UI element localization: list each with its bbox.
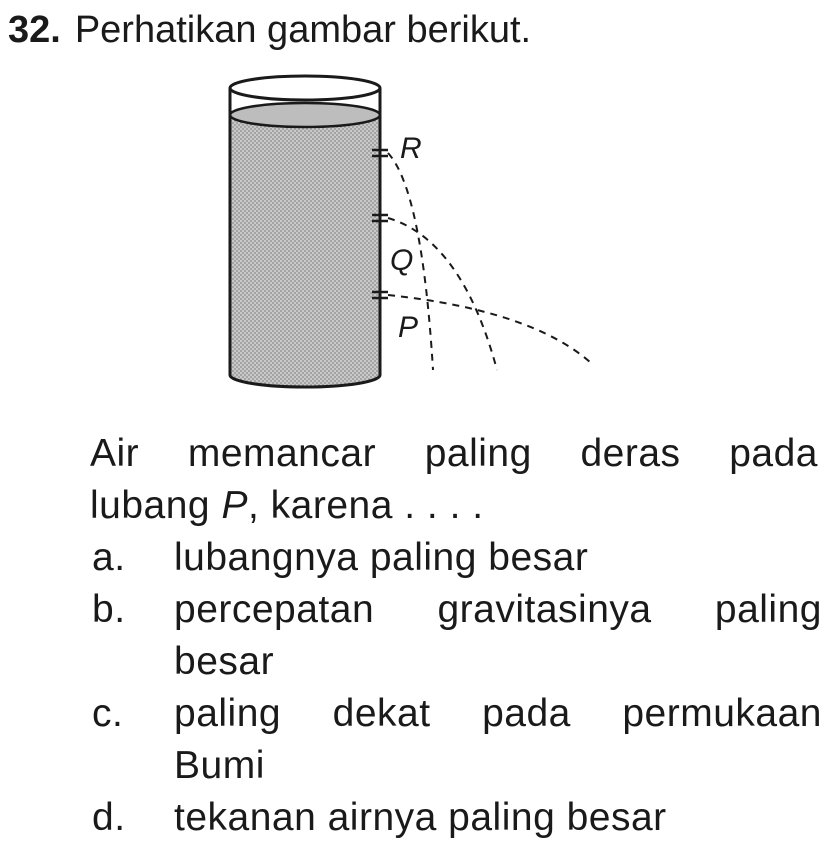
variable-p: P	[221, 484, 248, 527]
option-a[interactable]	[92, 532, 822, 584]
container-rim	[230, 76, 380, 100]
jet-q	[388, 218, 497, 370]
label-r: R	[400, 132, 422, 165]
water-body	[230, 115, 380, 387]
water-jets	[388, 153, 590, 370]
option-d[interactable]	[92, 792, 822, 844]
stem-line-2: lubang P, karena . . . .	[90, 484, 484, 527]
option-text: lubangnya paling besar	[174, 536, 589, 579]
option-letter: a.	[92, 536, 126, 579]
jet-p	[388, 295, 590, 362]
cylinder-diagram	[200, 70, 620, 400]
option-b[interactable]: b. percepatan gravitasinya paling besar	[92, 584, 822, 688]
option-letter: d.	[92, 796, 126, 839]
option-text: tekanan airnya paling besar	[174, 796, 667, 839]
label-p: P	[398, 311, 419, 344]
label-q: Q	[390, 244, 414, 277]
option-letter: c.	[92, 692, 124, 735]
stem-line-1: Air memancar paling deras pada	[90, 432, 818, 475]
water-container-figure	[200, 70, 620, 400]
option-letter: b.	[92, 588, 126, 631]
question-prompt: Perhatikan gambar berikut.	[74, 9, 532, 51]
question-header	[8, 6, 531, 54]
question-stem	[90, 428, 818, 532]
water-surface	[230, 103, 380, 127]
option-c[interactable]: c. paling dekat pada permukaan Bumi	[92, 688, 822, 792]
question-number: 32.	[8, 9, 61, 51]
